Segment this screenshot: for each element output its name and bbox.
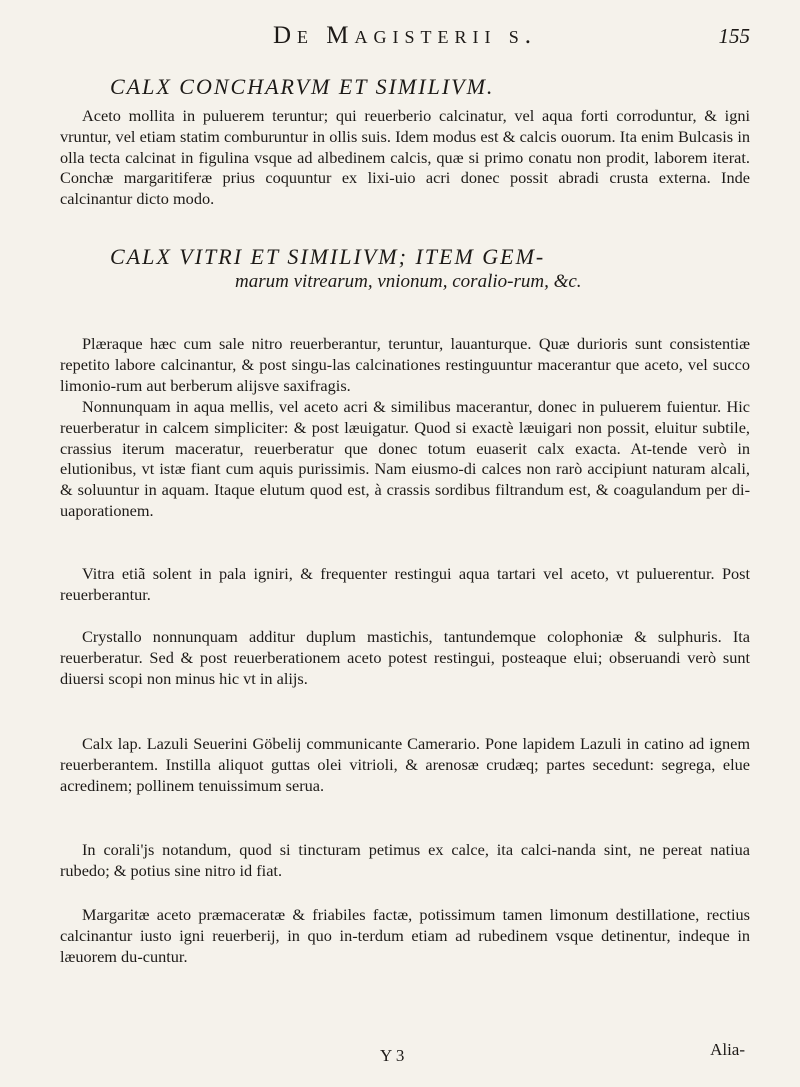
- paragraph-coralijs: In corali'js notandum, quod si tincturam petimus ex calce, ita calci-nanda sint, ne pereat natiua rubedo; & potius sine nitro id fiat.: [60, 840, 750, 880]
- paragraph-vitra: Vitra etiã solent in pala igniri, & frequenter restingui aqua tartari vel aceto, vt puluerentur. Post reuerberantur.: [60, 564, 750, 604]
- section-subheading-calx-vitri: marum vitrearum, vnionum, coralio-rum, &c.: [235, 271, 582, 292]
- paragraph-crystallo: Crystallo nonnunquam additur duplum mastichis, tantundemque colophoniæ & sulphuris. Ita reuerberatur. Sed & post reuerberationem aceto potest restingui, posteaque elui; obseruandi verò sunt diuersi scopi non minus hic vt in alijs.: [60, 627, 750, 688]
- running-head: [60, 22, 750, 56]
- section-heading-calx-vitri: CALX VITRI ET SIMILIVM; ITEM GEM-: [110, 244, 546, 269]
- page-number: 155: [718, 24, 750, 48]
- paragraph-plaeraque: Plæraque hæc cum sale nitro reuerberantur, teruntur, lauanturque. Quæ durioris sunt consistentiæ repetito labore calcinantur, & post singu-las calcinationes restinguuntur macerantur que aceto, vel succo limonio-rum aut berberum alijsve saxifragis.: [60, 334, 750, 395]
- paragraph-calx-lazuli: Calx lap. Lazuli Seuerini Göbelij communicante Camerario. Pone lapidem Lazuli in catino ad ignem reuerberantem. Instilla aliquot guttas olei vitrioli, & arenosæ crudæq; partes secedunt: segrega, elue acredinem; pollinem tenuissimum serua.: [60, 734, 750, 795]
- running-title: De Magisterii s.: [272, 22, 538, 49]
- paragraph-nonnunquam: Nonnunquam in aqua mellis, vel aceto acri & similibus macerantur, donec in puluerem fuientur. Hic reuerberatur in calcem simpliciter: & post læuigatur. Quod si exactè læuigari non possit, eluitur subtile, crassius iterum maceratur, reuerberatur que donec totum euaserit calx exacta. At-tende verò in elutionibus, vt istæ fiant cum aquis purissimis. Nam eiusmo-di calces non rarò accipiunt naturam alcali, & soluuntur in aquam. Itaque elutum quod est, à crassis sordibus filtrandum est, & coagulandum per di-uaporationem.: [60, 397, 750, 520]
- paragraph-margaritae: Margaritæ aceto præmaceratæ & friabiles factæ, potissimum tamen limonum destillatione, rectius calcinantur iusto igni reuerberij, in quo in-terdum etiam ad rubedinem vsque detinentur, indeque in læuorem du-cuntur.: [60, 905, 750, 966]
- catchword: Alia-: [710, 1040, 745, 1059]
- signature-mark: Y 3: [380, 1046, 405, 1065]
- section-heading-calx-concharum: CALX CONCHARVM ET SIMILIVM.: [110, 74, 495, 99]
- paragraph-calx-concharum: Aceto mollita in puluerem teruntur; qui reuerberio calcinatur, vel aqua forti corroduntur, & igni vruntur, vel etiam statim comburuntur in ollis suis. Idem modus est & calcis ouorum. Ita enim Bulcasis in olla tecta calcinat in figulina vsque ad albedinem calcis, quæ si primo conatu non prodit, laborem iterat. Conchæ margaritiferæ prius coquuntur ex lixi-uio acri donec possit abradi crusta externa. Inde calcinantur dicto modo.: [60, 106, 750, 209]
